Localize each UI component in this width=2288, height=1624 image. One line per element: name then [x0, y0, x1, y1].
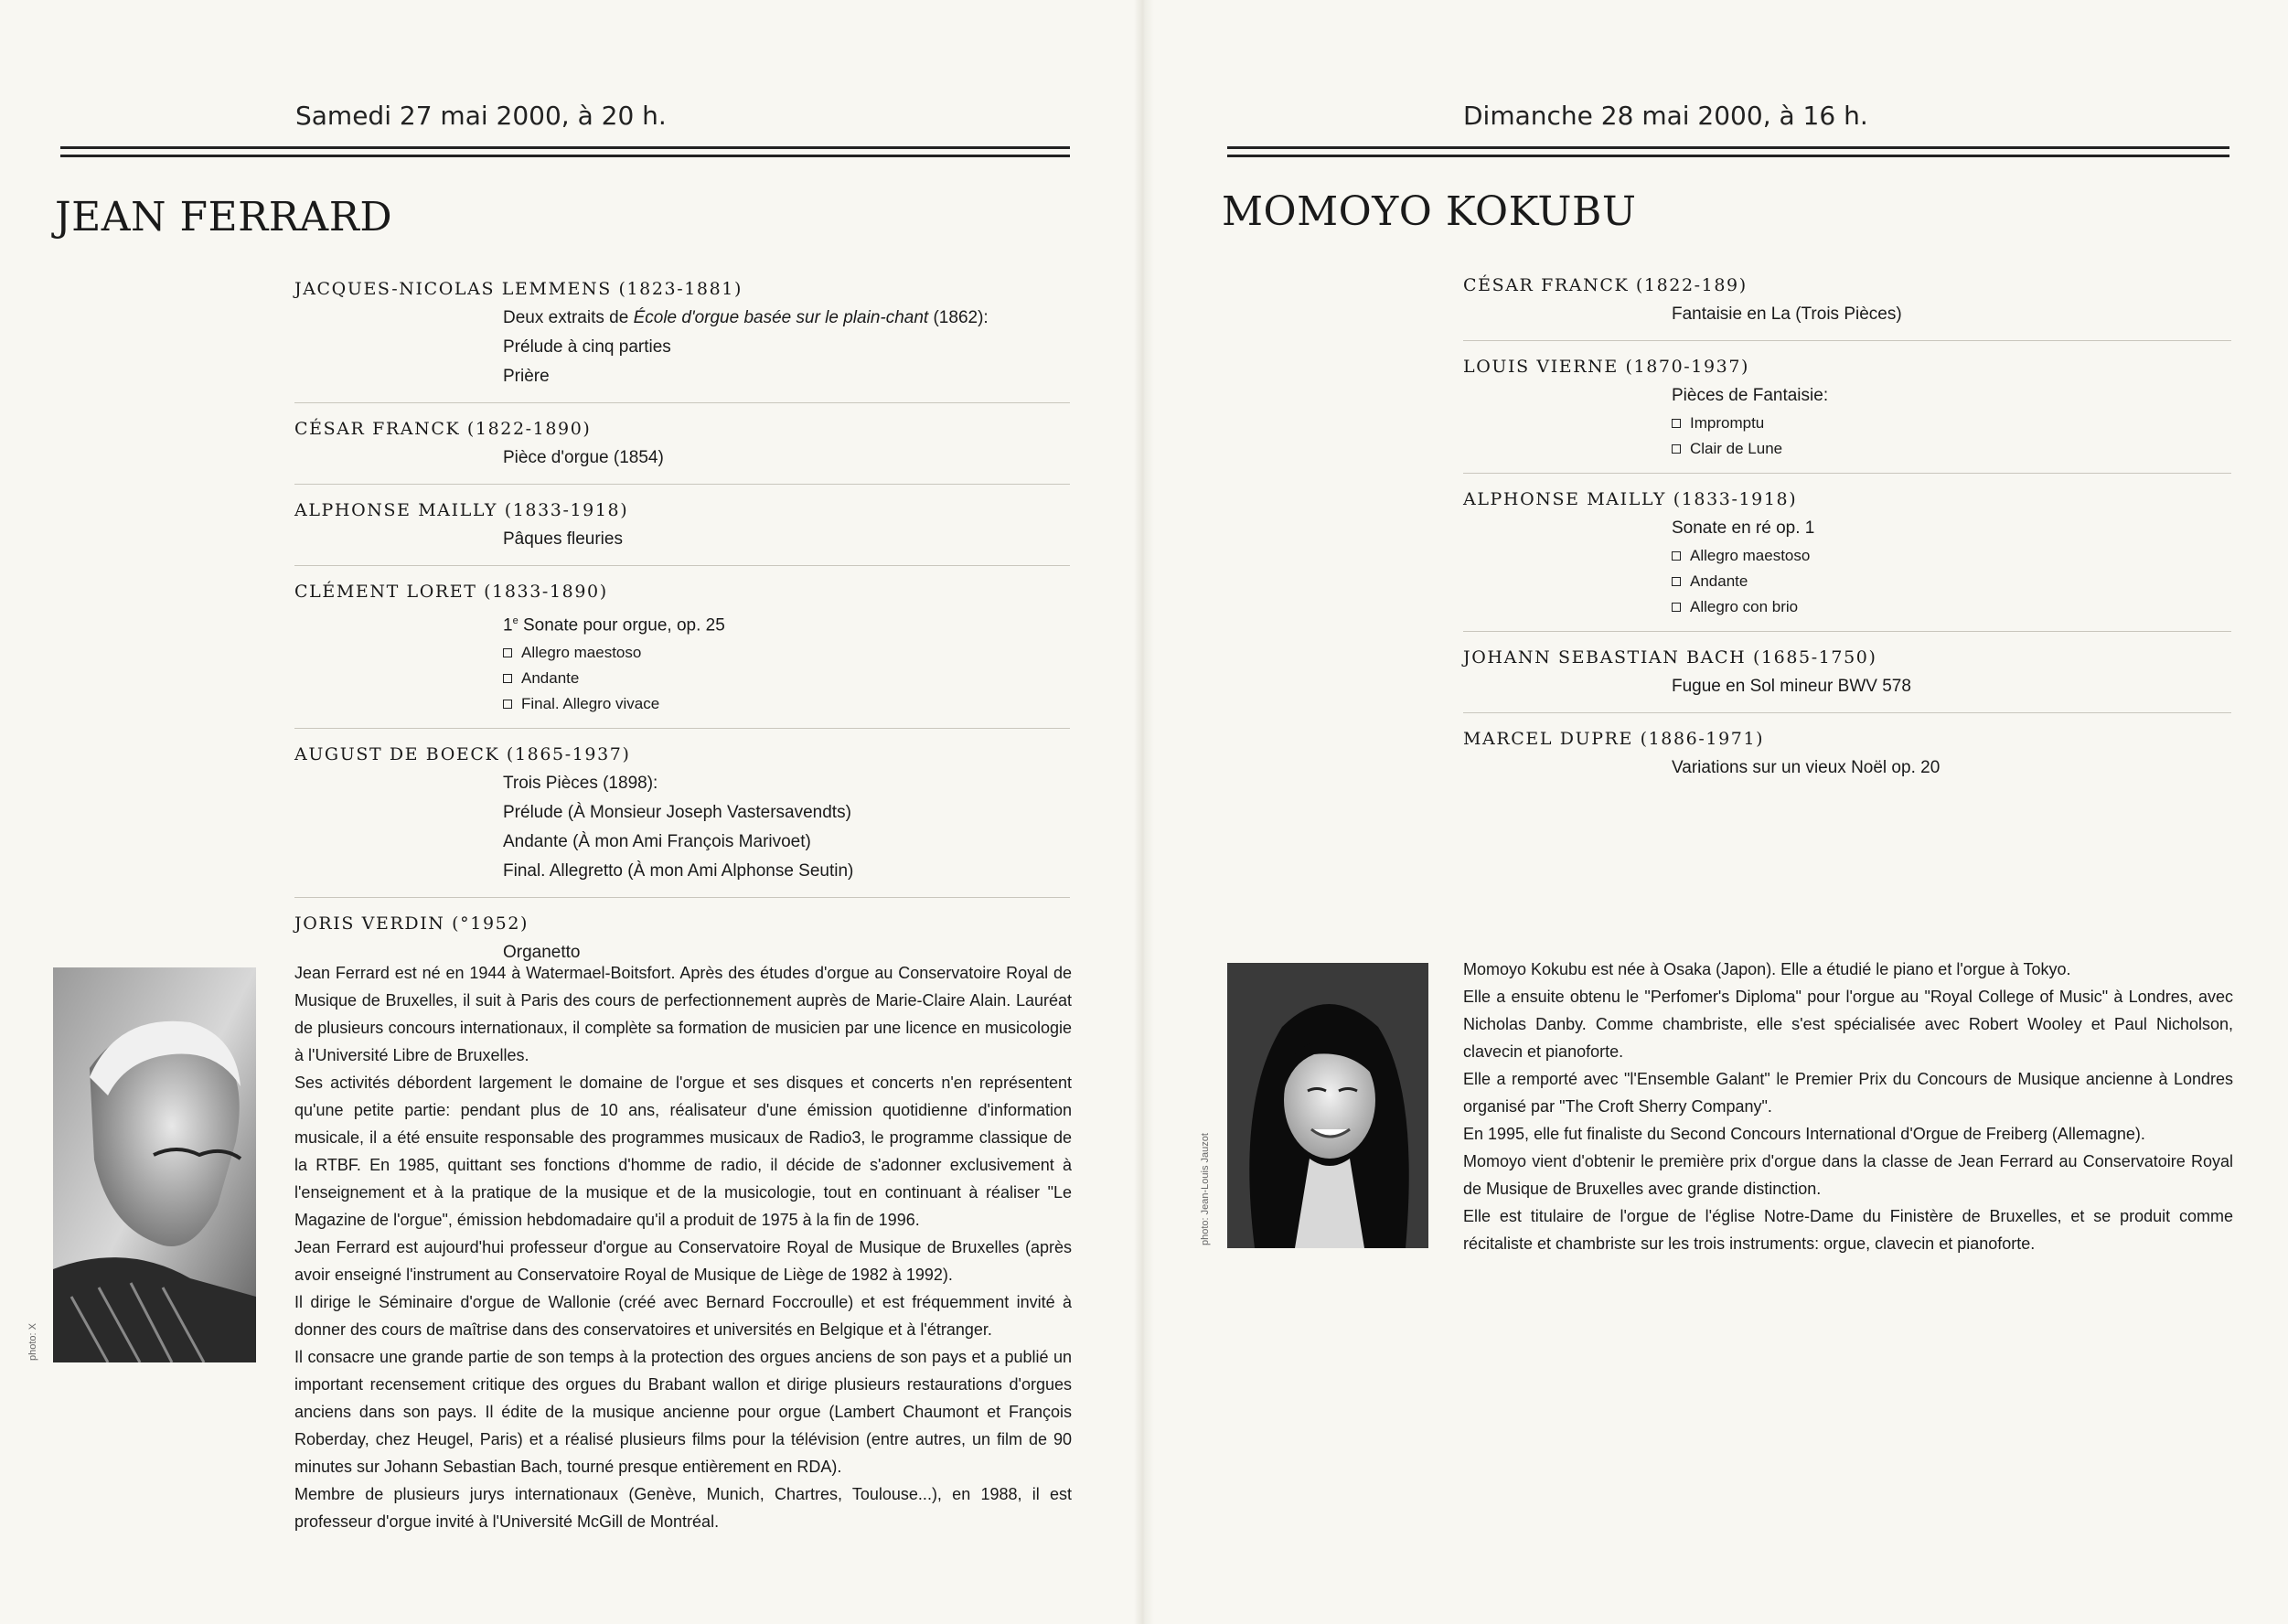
concert-date: Samedi 27 mai 2000, à 20 h.	[295, 101, 667, 131]
movement-item	[503, 640, 1070, 666]
performer-photo	[53, 967, 256, 1362]
program-item	[1463, 724, 2231, 794]
work-title: Pièces de Fantaisie:	[1672, 386, 1829, 405]
works-group	[1672, 753, 2231, 783]
composer-name: JORIS VERDIN (°1952)	[294, 914, 529, 935]
works-group	[1672, 300, 2231, 329]
work-title	[503, 606, 1070, 640]
performer-name: MOMOYO KOKUBU	[1222, 188, 1637, 235]
program-item	[294, 577, 1070, 729]
movement-item	[503, 691, 1070, 717]
bio-paragraph: Il consacre une grande partie de son temps à la protection des orgues anciens de son pays et a publié un important recensement critique des orgues du Brabant wallon et dirige plusieurs restaurations d'orgues anciens dans son pays. Il édite de la musique ancienne pour orgue (Lambert Chaumont et François Roberday, chez Heugel, Paris) et a réalisé plusieurs films pour la télévision (entre autres, un film de 90 minutes sur Johann Sebastian Bach, tourné presque entièrement en RDA).	[294, 1348, 1072, 1476]
checkbox-bullet-icon	[1672, 603, 1681, 612]
work-title: Andante (À mon Ami François Marivoet)	[503, 832, 811, 852]
program-item	[1463, 643, 2231, 713]
bio-paragraph: Elle a remporté avec "l'Ensemble Galant" le Premier Prix du Concours de Musique ancienne à Londres organisé par "The Croft Sherry Company".	[1463, 1070, 2233, 1116]
header-rule	[1227, 146, 2229, 157]
composer-name: ALPHONSE MAILLY (1833-1918)	[1463, 489, 1798, 509]
works-group	[503, 443, 1070, 473]
checkbox-bullet-icon	[1672, 577, 1681, 586]
movement-label: Andante	[521, 669, 580, 688]
movement-label: Final. Allegro vivace	[521, 695, 660, 713]
bio-paragraph: Momoyo Kokubu est née à Osaka (Japon). Elle a étudié le piano et l'orgue à Tokyo.	[1463, 960, 2071, 978]
performer-photo	[1227, 963, 1428, 1248]
works-group	[503, 769, 1070, 886]
program-item	[294, 274, 1070, 403]
movement-label: Impromptu	[1690, 414, 1765, 432]
work-title: Trois Pièces (1898):	[503, 774, 658, 794]
works-group	[1672, 381, 2231, 462]
bio-paragraph: Elle est titulaire de l'orgue de l'église Notre-Dame du Finistère de Bruxelles, et se produit comme récitaliste et chambriste sur les trois instruments: orgue, clavecin et pianoforte.	[1463, 1207, 2233, 1253]
checkbox-bullet-icon	[1672, 444, 1681, 454]
program-item	[294, 740, 1070, 898]
movement-label: Andante	[1690, 572, 1748, 590]
left-page	[0, 0, 1143, 1624]
program-list	[294, 274, 1070, 989]
checkbox-bullet-icon	[503, 648, 512, 657]
composer-name: LOUIS VIERNE (1870-1937)	[1463, 357, 1750, 377]
movement-item	[1672, 569, 2231, 594]
work-title-part: Sonate pour orgue, op. 25	[518, 615, 725, 636]
work-title-part: Deux extraits de	[503, 308, 634, 327]
composer-name: MARCEL DUPRE (1886-1971)	[1463, 729, 1765, 749]
program-item	[294, 414, 1070, 485]
work-title: Final. Allegretto (À mon Ami Alphonse Seutin)	[503, 861, 854, 881]
performer-name: JEAN FERRARD	[55, 194, 393, 240]
movement-label: Allegro maestoso	[1690, 547, 1811, 564]
bio-paragraph: Ses activités débordent largement le domaine de l'orgue et ses disques et concerts n'en représentent qu'une petite partie: pendant plus de 10 ans, réalisateur d'une émission quotidienne d'information musicale, il a été ensuite responsable des programmes musicaux de Radio3, le programme classique de la RTBF. En 1985, quittant ses fonctions d'homme de radio, il décide de s'adonner exclusivement à l'enseignement et à la pratique de la musique et de la musicologie, tout en continuant à réaliser "Le Magazine de l'orgue", émission hebdomadaire qu'il a produit de 1975 à la fin de 1996.	[294, 1074, 1072, 1229]
checkbox-bullet-icon	[1672, 419, 1681, 428]
composer-name: ALPHONSE MAILLY (1833-1918)	[294, 500, 629, 520]
bio-paragraph: Jean Ferrard est né en 1944 à Watermael-Boitsfort. Après des études d'orgue au Conservatoire Royal de Musique de Bruxelles, il suit à Paris des cours de perfectionnement auprès de Marie-Claire Alain. Lauréat de plusieurs concours internationaux, il complète sa formation de musicien par une licence en musicologie à l'Université Libre de Bruxelles.	[294, 964, 1072, 1064]
checkbox-bullet-icon	[503, 674, 512, 683]
right-page	[1143, 0, 2288, 1624]
works-group	[503, 606, 1070, 717]
photo-credit: photo: X	[27, 1323, 38, 1361]
works-group	[1672, 672, 2231, 701]
bio-paragraph: Momoyo vient d'obtenir le première prix d'orgue dans la classe de Jean Ferrard au Conservatoire Royal de Musique de Bruxelles avec grande distinction.	[1463, 1152, 2233, 1198]
movement-item	[1672, 436, 2231, 462]
work-title: Prélude (À Monsieur Joseph Vastersavendts)	[503, 803, 851, 823]
composer-name: JOHANN SEBASTIAN BACH (1685-1750)	[1463, 647, 1877, 668]
bio-paragraph: Elle a ensuite obtenu le "Perfomer's Diploma" pour l'orgue au "Royal College of Music" à Londres, avec Nicholas Danby. Comme chambriste, elle s'est spécialisée avec Robert Wooley et Paul Nicholson, clavecin et pianoforte.	[1463, 988, 2233, 1061]
movement-item	[1672, 411, 2231, 436]
composer-name: AUGUST DE BOECK (1865-1937)	[294, 744, 631, 765]
portrait-kokubu-image	[1227, 963, 1428, 1248]
concert-date: Dimanche 28 mai 2000, à 16 h.	[1463, 101, 1868, 131]
header-rule	[60, 146, 1070, 157]
bio-paragraph: En 1995, elle fut finaliste du Second Concours International d'Orgue de Freiberg (Allemagne).	[1463, 1125, 2145, 1143]
work-title-part: 1	[503, 615, 513, 636]
works-group	[503, 525, 1070, 554]
work-title: Fugue en Sol mineur BWV 578	[1672, 677, 1911, 696]
program-item	[1463, 271, 2231, 341]
performer-biography	[1463, 956, 2233, 1257]
bio-paragraph: Il dirige le Séminaire d'orgue de Wallonie (créé avec Bernard Foccroulle) et est fréquemment invité à donner des cours de maîtrise dans des conservatoires et universités en Belgique et à l'étranger.	[294, 1293, 1072, 1339]
movement-label: Allegro con brio	[1690, 598, 1799, 615]
works-group	[503, 304, 1070, 391]
works-group	[1672, 514, 2231, 620]
movement-item	[503, 666, 1070, 691]
movement-label: Clair de Lune	[1690, 440, 1783, 457]
photo-credit: photo: Jean-Louis Jauzot	[1200, 1133, 1211, 1245]
movement-label: Allegro maestoso	[521, 644, 642, 662]
work-title-italic: École d'orgue basée sur le plain-chant	[633, 308, 929, 327]
ordinal-superscript: e	[512, 615, 519, 626]
program-item	[1463, 352, 2231, 474]
movement-item	[1672, 594, 2231, 620]
bio-paragraph: Jean Ferrard est aujourd'hui professeur d'orgue au Conservatoire Royal de Musique de Bruxelles (après avoir enseigné l'instrument au Conservatoire Royal de Musique de Liège de 1982 à 1992).	[294, 1238, 1072, 1284]
checkbox-bullet-icon	[503, 700, 512, 709]
checkbox-bullet-icon	[1672, 551, 1681, 561]
work-title	[503, 304, 1070, 333]
work-title: Fantaisie en La (Trois Pièces)	[1672, 304, 1902, 324]
composer-name: CÉSAR FRANCK (1822-189)	[1463, 275, 1748, 295]
composer-name: JACQUES-NICOLAS LEMMENS (1823-1881)	[294, 279, 743, 299]
work-title: Organetto	[503, 943, 581, 963]
bio-paragraph: Membre de plusieurs jurys internationaux (Genève, Munich, Chartres, Toulouse...), en 1988, il est professeur d'orgue invité à l'Université McGill de Montréal.	[294, 1485, 1072, 1531]
program-item	[1463, 485, 2231, 632]
work-title: Variations sur un vieux Noël op. 20	[1672, 758, 1941, 777]
work-title-part: (1862):	[928, 308, 989, 327]
portrait-ferrard-image	[53, 967, 256, 1362]
work-title: Prélude à cinq parties	[503, 337, 671, 357]
work-title: Sonate en ré op. 1	[1672, 518, 1815, 538]
movement-item	[1672, 543, 2231, 569]
composer-name: CÉSAR FRANCK (1822-1890)	[294, 419, 592, 439]
work-title: Prière	[503, 367, 550, 386]
composer-name: CLÉMENT LORET (1833-1890)	[294, 582, 608, 602]
program-list	[1463, 271, 2231, 805]
work-title: Pâques fleuries	[503, 529, 623, 549]
performer-biography	[294, 959, 1072, 1535]
work-title: Pièce d'orgue (1854)	[503, 448, 664, 467]
program-item	[294, 496, 1070, 566]
